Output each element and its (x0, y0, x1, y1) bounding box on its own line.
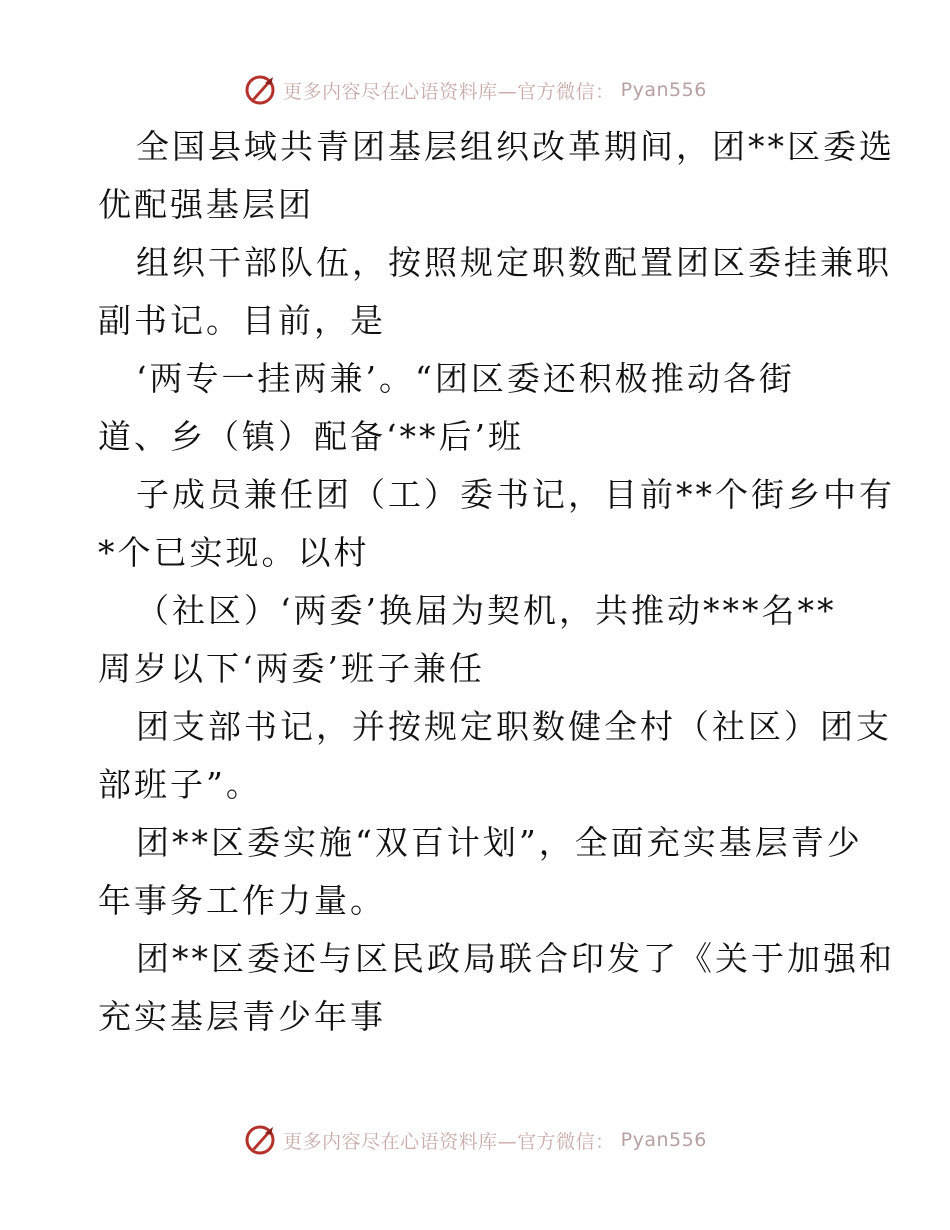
text-line: 团**区委还与区民政局联合印发了《关于加强和 (136, 939, 895, 978)
text-line: 充实基层青少年事 (98, 997, 386, 1036)
document-body (98, 118, 895, 1046)
text-line: 全国县域共青团基层组织改革期间，团**区委选 (136, 127, 895, 166)
quill-pen-logo-icon (243, 1123, 277, 1157)
watermark-text: 更多内容尽在心语资料库—官方微信： (283, 80, 615, 103)
text-line: 道、乡（镇）配备‘**后’班 (98, 417, 524, 456)
footer-watermark (0, 1120, 950, 1160)
text-line: 组织干部队伍，按照规定职数配置团区委挂兼职 (136, 243, 892, 282)
watermark-wechat-id: Pyan556 (620, 79, 707, 101)
text-line: 子成员兼任团（工）委书记，目前**个街乡中有 (136, 475, 895, 514)
watermark-text: 更多内容尽在心语资料库—官方微信： (283, 1130, 615, 1153)
watermark-wechat-id: Pyan556 (620, 1129, 707, 1151)
text-line: 团**区委实施“双百计划”，全面充实基层青少 (136, 823, 863, 862)
text-line: 副书记。目前，是 (98, 301, 386, 340)
text-line: 周岁以下‘两委’班子兼任 (98, 649, 485, 688)
text-line: ‘两专一挂两兼’。“团区委还积极推动各街 (136, 359, 795, 398)
header-watermark (0, 70, 950, 110)
text-line: 团支部书记，并按规定职数健全村（社区）团支 (136, 707, 892, 746)
quill-pen-logo-icon (243, 73, 277, 107)
text-line: *个已实现。以村 (98, 533, 370, 572)
text-line: 优配强基层团 (98, 185, 314, 224)
text-line: 年事务工作力量。 (98, 881, 386, 920)
text-line: 部班子”。 (98, 765, 262, 804)
text-line: （社区）‘两委’换届为契机，共推动***名** (136, 591, 837, 630)
